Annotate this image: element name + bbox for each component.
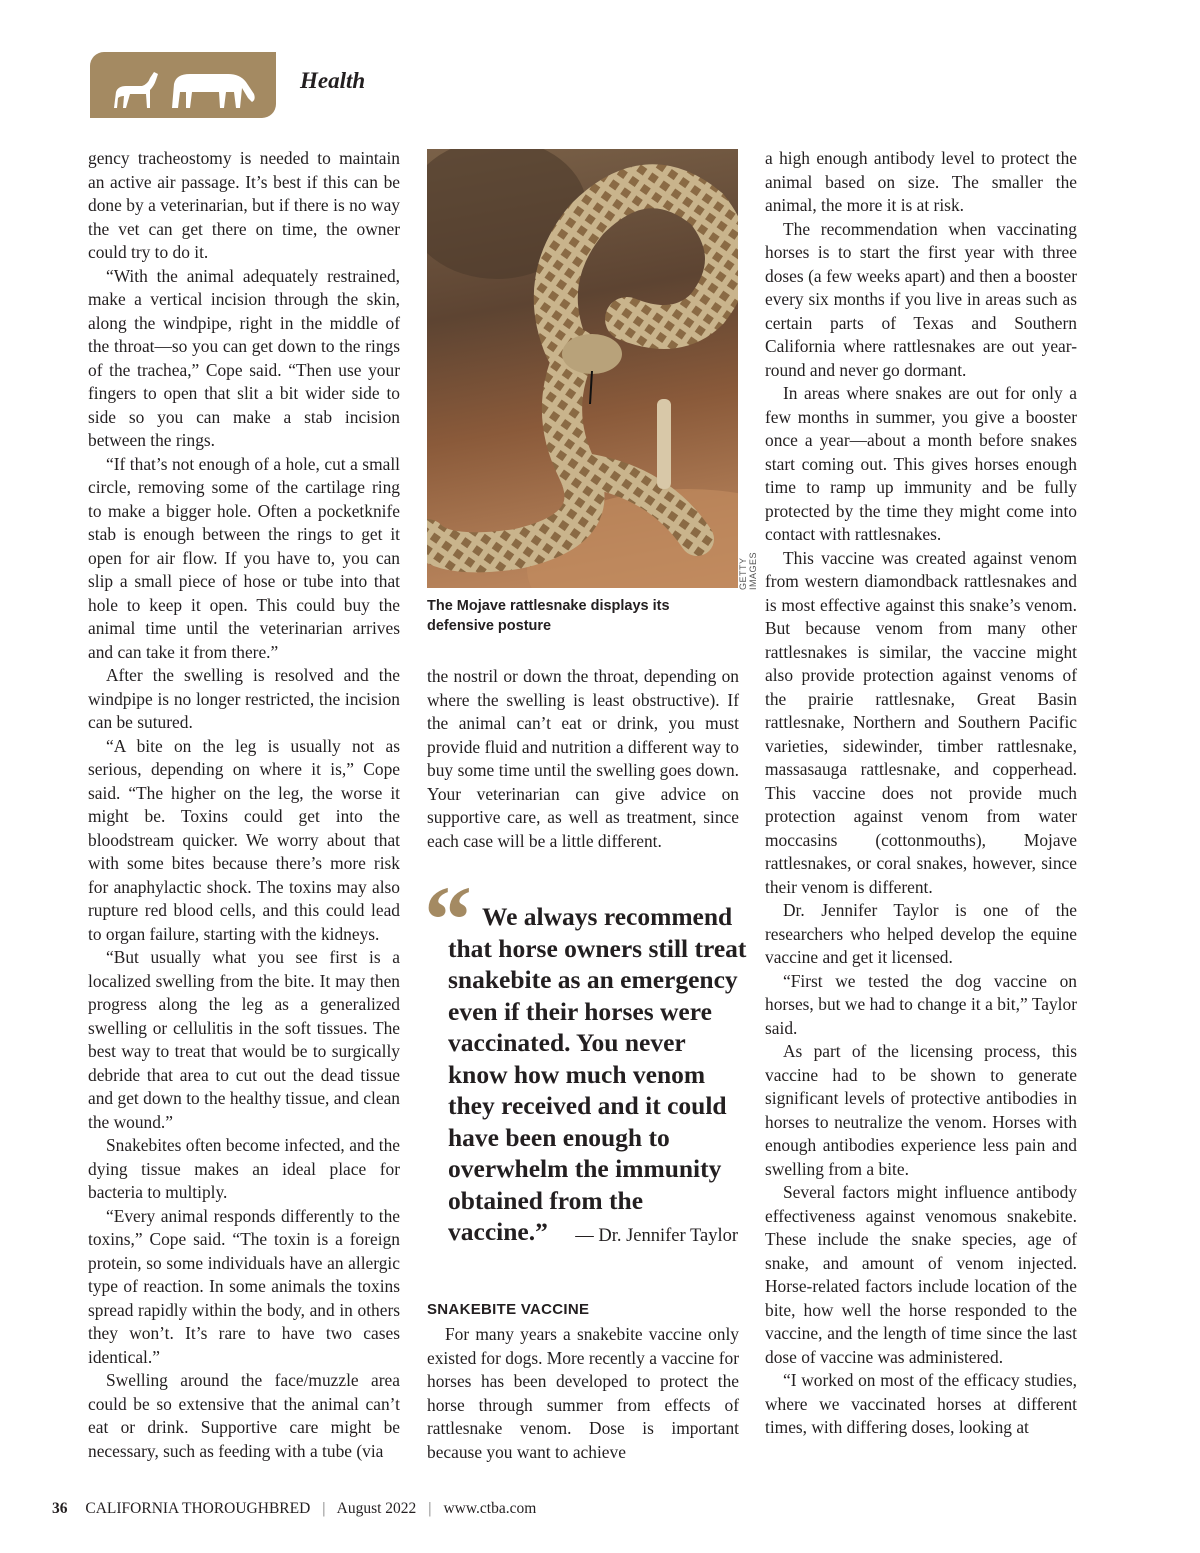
rattlesnake-image — [427, 149, 738, 588]
section-badge — [90, 52, 276, 118]
footer-divider: | — [322, 1500, 326, 1517]
paragraph: “First we tested the dog vaccine on horses, but we had to change it a bit,” Taylor said. — [765, 970, 1077, 1038]
paragraph: “A bite on the leg is usually not as serious, depending on where it is,” Cope said. “The higher on the leg, the worse it might be. Toxins could get into the bloodstream quicker. We worry about that with some bites because there’s more risk for anaphylactic shock. The toxins may also rupture red blood cells, and this could lead to organ failure, starting with the kidneys. — [88, 735, 400, 944]
article-column-2 — [427, 665, 739, 853]
paragraph: the nostril or down the throat, depending on where the swelling is least obstructive). If the animal can’t eat or drink, you must provide fluid and nutrition a different way to buy some time until the swelling goes down. Your veterinarian can give advice on supportive care, as well as treatment, since each case will be a little different. — [427, 666, 739, 851]
website-link[interactable]: www.ctba.com — [443, 1500, 537, 1517]
page-footer — [52, 1500, 536, 1518]
quote-mark-icon: “ — [424, 866, 472, 973]
publication-name: CALIFORNIA THOROUGHBRED — [85, 1500, 311, 1517]
paragraph: Snakebites often become infected, and the dying tissue makes an ideal place for bacteria to multiply. — [88, 1135, 400, 1202]
paragraph: “Every animal responds differently to the toxins,” Cope said. “The toxin is a foreign protein, so some individuals have an allergic type of reaction. In some animals the toxins spread rapidly within the body, and in others they won’t. It’s rare to have two cases identical.” — [88, 1205, 400, 1367]
paragraph: a high enough antibody level to protect the animal based on size. The smaller the animal, the more it is at risk. — [765, 148, 1077, 215]
footer-divider: | — [428, 1500, 432, 1517]
pull-quote: We always recommend that horse owners still treat snakebite as an emergency even if their horses were vaccinated. You never know how much venom they received and it could have been enough to overwhelm the immunity obtained from the vaccine.” — [448, 902, 747, 1246]
paragraph: The recommendation when vaccinating horses is to start the first year with three doses (a few weeks apart) and then a booster every six months if you live in areas such as certain parts of Texas and Southern California where rattlesnakes are out year-round and never go dormant. — [765, 218, 1077, 380]
paragraph: In areas where snakes are out for only a few months in summer, you give a booster once a year—about a month before snakes start coming out. This gives horses enough time to ramp up immunity and be fully protected by the time they might come into contact with rattlesnakes. — [765, 383, 1077, 544]
paragraph: This vaccine was created against venom from western diamondback rattlesnakes and is most effective against this snake’s venom. But because venom from many other rattlesnakes is similar, the vaccine might also provide protection against venoms of the prairie rattlesnake, Great Basin rattlesnake, Northern and Southern Pacific varieties, sidewinder, timber rattlesnake, massasauga rattlesnake, and copperhead. This vaccine does not provide much protection against venom from water moccasins (cottonmouths), Mojave rattlesnakes, or coral snakes, however, since their venom is different. — [765, 547, 1077, 897]
article-column-1 — [88, 147, 400, 1463]
paragraph: “With the animal adequately restrained, make a vertical incision through the skin, along the windpipe, right in the middle of the throat—so you can get down to the rings of the trachea,” Cope said. “Then use your fingers to open that slit a bit wider side to side so you can make a stab incision between the rings. — [88, 265, 400, 450]
paragraph: After the swelling is resolved and the windpipe is no longer restricted, the incision can be sutured. — [88, 665, 400, 732]
paragraph: “If that’s not enough of a hole, cut a small circle, removing some of the cartilage ring to make a bigger hole. Often a pocketknife stab is enough between the rings to get it open for air flow. If you have to, you can slip a small piece of hose or tube into that hole to keep it open. This could buy the animal time until the veterinarian arrives and can take it from there.” — [88, 453, 400, 662]
paragraph: “But usually what you see first is a localized swelling from the bite. It may then progress along the leg as a generalized swelling or cellulitis in the soft tissues. The best way to treat that would be to surgically debride that area to cut out the dead tissue and get down to the healthy tissue, and clean the wound.” — [88, 947, 400, 1132]
rattlesnake-photo — [427, 149, 738, 588]
photo-credit: GETTY IMAGES — [738, 551, 758, 590]
pull-quote-attribution: — Dr. Jennifer Taylor — [575, 1226, 738, 1246]
section-subhead: SNAKEBITE VACCINE — [427, 1301, 590, 1318]
section-label: Health — [300, 68, 366, 93]
article-column-2-continued — [427, 1323, 739, 1464]
article-column-3 — [765, 147, 1077, 1440]
issue-date: August 2022 — [336, 1500, 417, 1517]
photo-caption: The Mojave rattlesnake displays its defensive posture — [427, 598, 670, 634]
paragraph: “I worked on most of the efficacy studies, where we vaccinated horses at different times, with differing doses, looking at — [765, 1370, 1077, 1437]
paragraph: As part of the licensing process, this vaccine had to be shown to generate significant levels of protective antibodies in horses to neutralize the venom. Horses with enough antibodies experience less pain and swelling from a bite. — [765, 1041, 1077, 1179]
paragraph: gency tracheostomy is needed to maintain an active air passage. It’s best if this can be done by a veterinarian, but if there is no way the vet can get there on time, the owner could try to do it. — [88, 148, 400, 262]
paragraph: Several factors might influence antibody effectiveness against venomous snakebite. These include the snake species, age of snake, and amount of venom injected. Horse-related factors include location of the bite, how well the horse responded to the vaccine, and the length of time since the last dose of vaccine was administered. — [765, 1182, 1077, 1367]
paragraph: For many years a snakebite vaccine only existed for dogs. More recently a vaccine for horses has been developed to protect the horse through summer from effects of rattlesnake venom. Dose is important because you want to achieve — [427, 1324, 739, 1462]
paragraph: Dr. Jennifer Taylor is one of the researchers who helped develop the equine vaccine and get it licensed. — [765, 900, 1077, 967]
paragraph: Swelling around the face/muzzle area could be so extensive that the animal can’t eat or drink. Supportive care might be necessary, such as feeding with a tube (via — [88, 1370, 400, 1461]
page-number: 36 — [52, 1500, 68, 1517]
horses-icon — [104, 62, 264, 112]
